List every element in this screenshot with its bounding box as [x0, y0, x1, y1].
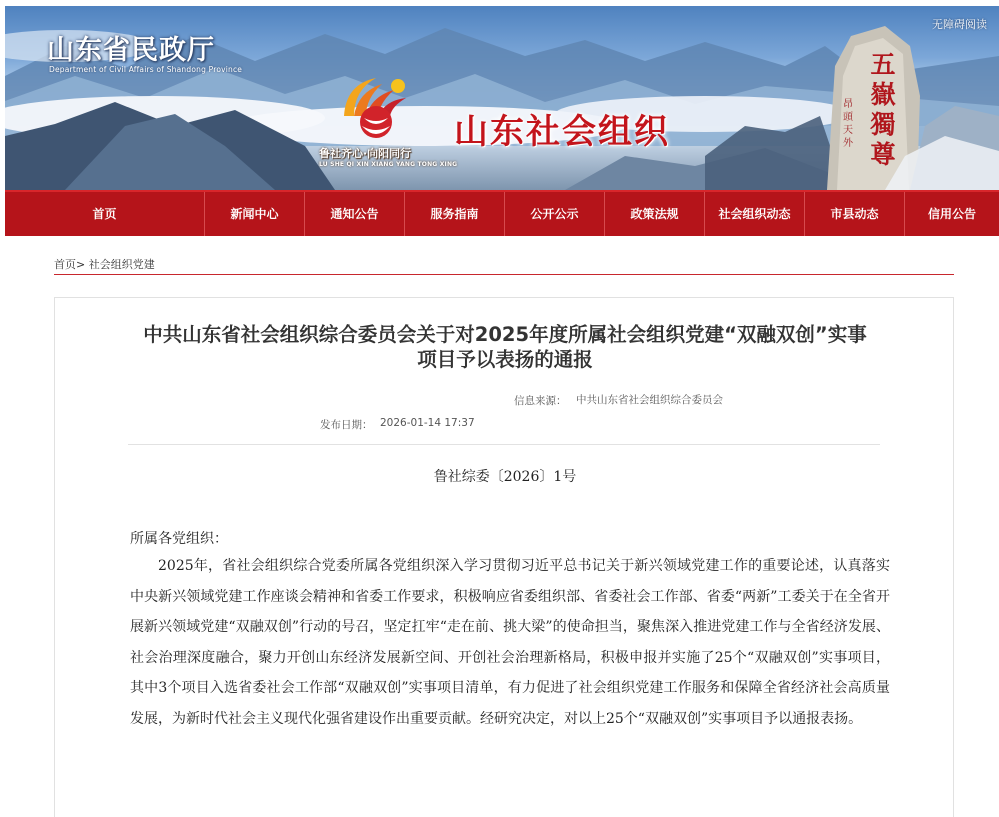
nav-item-credit-notice[interactable]: 信用公告	[927, 207, 976, 221]
breadcrumb-separator: >	[76, 258, 86, 271]
nav-item-service-guide[interactable]: 服务指南	[405, 192, 505, 236]
article-panel	[54, 297, 954, 817]
site-name-english: Department of Civil Affairs of Shandong Province	[49, 65, 243, 74]
accessibility-link[interactable]: 无障碍阅读	[932, 18, 987, 31]
source-value: 中共山东省社会组织综合委员会	[576, 394, 723, 406]
article-title: 中共山东省社会组织综合委员会关于对2025年度所属社会组织党建“双融双创”实事项目予以表扬的通报	[143, 323, 867, 371]
site-banner	[5, 6, 999, 190]
logo-slogan: 鲁社齐心·向阳同行	[319, 147, 412, 160]
nav-item-home[interactable]: 首页	[5, 192, 205, 236]
nav-item-news[interactable]: 新闻中心	[205, 192, 305, 236]
salutation: 所属各党组织：	[130, 531, 228, 547]
stone-inscription: 五嶽獨尊	[870, 50, 896, 169]
nav-item-public-notice[interactable]: 公开公示	[505, 192, 605, 236]
stone-side-inscription: 昂頭天外	[843, 99, 853, 149]
breadcrumb-home-link[interactable]: 首页	[54, 258, 76, 271]
nav-item-org-news[interactable]: 社会组织动态	[705, 192, 805, 236]
shandong-social-org-logo-icon	[338, 72, 414, 146]
date-label: 发布日期：	[320, 419, 373, 431]
nav-item-city-county-news[interactable]: 市县动态	[805, 192, 905, 236]
logo-pinyin: LU SHE QI XIN XIANG YANG TONG XING	[319, 161, 458, 168]
main-navigation	[5, 190, 999, 236]
document-number: 鲁社综委〔2026〕1号	[433, 469, 577, 485]
banner-title: 山东社会组织	[454, 112, 670, 152]
breadcrumb-current-link[interactable]: 社会组织党建	[88, 258, 155, 271]
meta-divider	[128, 444, 880, 445]
nav-item-notices[interactable]: 通知公告	[305, 192, 405, 236]
nav-item-policies[interactable]: 政策法规	[605, 192, 705, 236]
breadcrumb	[54, 256, 954, 275]
site-name[interactable]: 山东省民政厅	[47, 35, 215, 66]
source-label: 信息来源：	[514, 395, 567, 407]
date-value: 2026-01-14 17:37	[380, 417, 475, 429]
article-body: 2025年，省社会组织综合党委所属各党组织深入学习贯彻习近平总书记关于新兴领域党建工作的重要论述，认真落实中央新兴领域党建工作座谈会精神和省委工作要求，积极响应省委组织部、省委社会工作部、省委“两新”工委关于在全省开展新兴领域党建“双融双创”行动的号召，坚定扛牢“走在前、挑大梁”的使命担当，聚焦深入推进党建工作与全省经济发展、社会治理深度融合，聚力开创山东经济发展新空间、开创社会治理新格局，积极申报并实施了25个“双融双创”实事项目，其中3个项目入选省委社会工作部“双融双创”实事项目清单，有力促进了社会组织党建工作服务和保障全省经济社会高质量发展，为新时代社会主义现代化强省建设作出重要贡献。经研究决定，对以上25个“双融双创”实事项目予以通报表扬。	[130, 558, 890, 727]
